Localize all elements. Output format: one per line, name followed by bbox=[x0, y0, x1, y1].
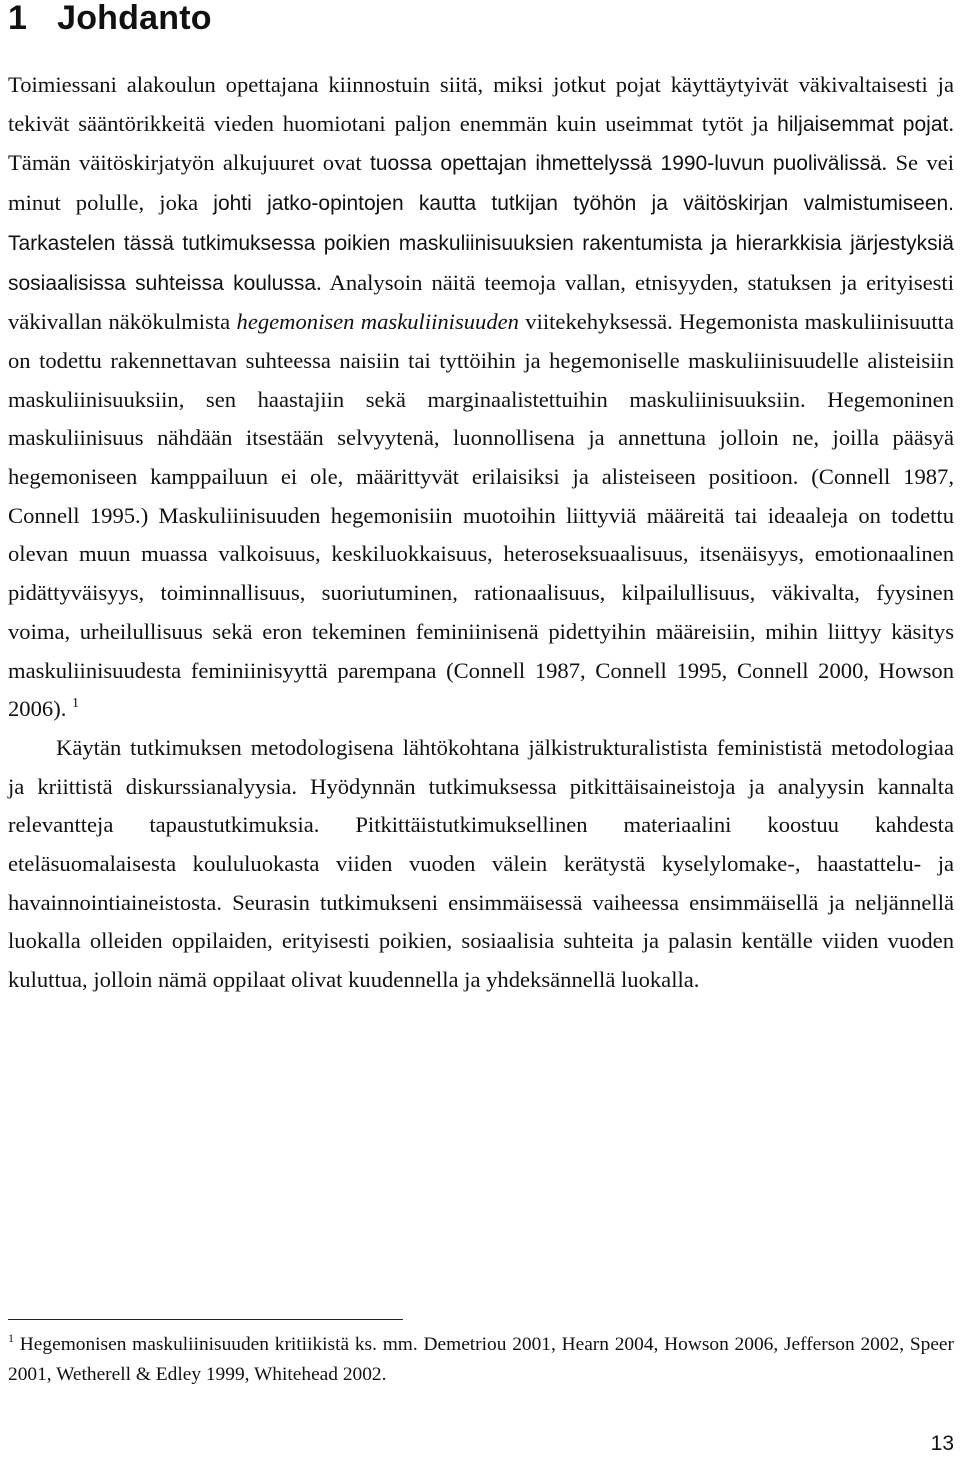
page-number: 13 bbox=[930, 1432, 954, 1455]
paragraph-1-text-g: . Analysoin näitä teemoja vallan, etnisyyden, statuksen ja erityisesti väkivallan näkökulmista bbox=[8, 269, 954, 335]
paragraph-1-text-f: johti jatko-opintojen kautta tutkijan työhön ja väitöskirjan valmistumiseen. Tarkastelen tässä tutkimuksessa poikien maskuliinisuuksien rakentumista ja hierarkkisia järjestyksiä sosiaalisissa suhteissa koulussa bbox=[8, 192, 955, 295]
paragraph-1-text-e: . Se vei minut polulle, joka bbox=[8, 150, 954, 216]
chapter-title: Johdanto bbox=[57, 0, 212, 37]
footnote-text: Hegemonisen maskuliinisuuden kritiikistä ks. mm. Demetriou 2001, Hearn 2004, Howson 2006, Jefferson 2002, Speer 2001, Wetherell & Edley 1999, Whitehead 2002. bbox=[8, 1334, 954, 1385]
paragraph-1-text-d: tuossa opettajan ihmettelyssä 1990-luvun puolivälissä bbox=[370, 152, 882, 176]
body-text bbox=[8, 66, 954, 1000]
footnote-reference[interactable]: 1 bbox=[72, 696, 80, 712]
chapter-number: 1 bbox=[8, 0, 28, 37]
chapter-heading bbox=[8, 0, 212, 38]
paragraph-1-text-a: Toimiessani alakoulun opettajana kiinnostuin siitä, miksi jotkut pojat käyttäytyivät väkivaltaisesti ja tekivät sääntörikkeitä vieden huomiotani paljon enemmän kuin useimmat tytöt ja bbox=[8, 72, 954, 136]
footnote bbox=[8, 1330, 954, 1390]
footnote-number: 1 bbox=[8, 1331, 14, 1345]
hegemonic-masculinity-term: hegemonisen maskuliinisuuden bbox=[236, 309, 519, 335]
paragraph-2: Käytän tutkimuksen metodologisena lähtökohtana jälkistrukturalistista feminististä metodologiaa ja kriittistä diskurssianalyysia. Hyödynnän tutkimuksessa pitkittäisaineistoja ja analyysin kannalta relevantteja tapaustutkimuksia. Pitkittäistutkimuksellinen materiaalini koostuu kahdesta eteläsuomalaisesta koululuokasta viiden vuoden välein kerätystä kyselylomake-, haastattelu- ja havainnointiaineistosta. Seurasin tutkimukseni ensimmäisessä vaiheessa ensimmäisellä ja neljännellä luokalla olleiden oppilaiden, erityisesti poikien, sosiaalisia suhteita ja palasin kentälle viiden vuoden kuluttua, jolloin nämä oppilaat olivat kuudennella ja yhdeksännellä luokalla. bbox=[8, 734, 954, 993]
footnote-separator bbox=[8, 1319, 403, 1320]
paragraph-1 bbox=[8, 66, 954, 729]
paragraph-1-text-c: . Tämän väitöskirjatyön alkujuuret ovat bbox=[8, 110, 954, 176]
paragraph-1-text-b: hiljaisemmat pojat bbox=[777, 112, 949, 136]
paragraph-1-text-h: viitekehyksessä. Hegemonista maskuliinisuutta on todettu rakennettavan suhteessa naisiin tai tyttöihin ja hegemoniselle maskuliinisuudelle alisteisiin maskuliinisuuksiin, sen haastajiin sekä marginaalistettuihin maskuliinisuuksiin. Hegemoninen maskuliinisuus nähdään itsestään selvyytenä, luonnollisena ja annettuna jolloin ne, joilla pääsyä hegemoniseen kamppailuun ei ole, määrittyvät erilaisiksi ja alisteiseen positioon. (Connell 1987, Connell 1995.) Maskuliinisuuden hegemonisiin muotoihin liittyviä määreitä tai ideaaleja on todettu olevan muun muassa valkoisuus, keskiluokkaisuus, heteroseksuaalisuus, itsenäisyys, emotionaalinen pidättyväisyys, toiminnallisuus, suoriutuminen, rationaalisuus, kilpailullisuus, väkivalta, fyysinen voima, urheilullisuus sekä eron tekeminen feminiinisenä pidettyihin määreisiin, mihin liittyy käsitys maskuliinisuudesta feminiinisyyttä parempana (Connell 1987, Connell 1995, Connell 2000, Howson 2006). bbox=[8, 309, 954, 722]
